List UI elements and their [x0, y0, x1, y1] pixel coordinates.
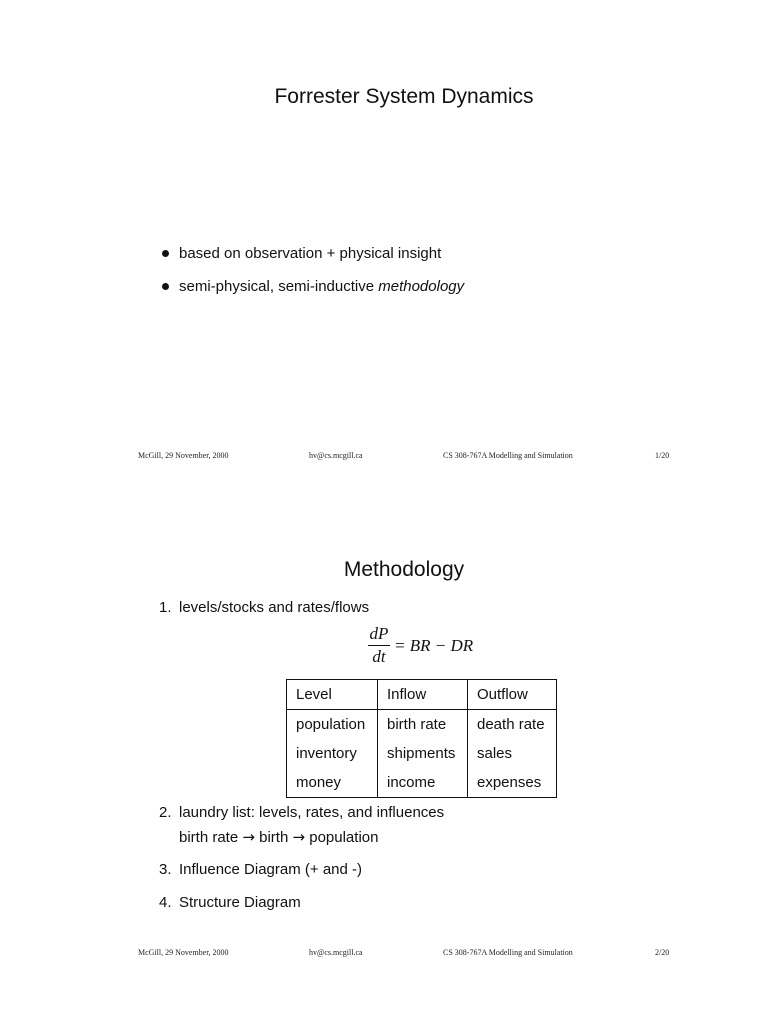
- list-item: [159, 599, 369, 616]
- list-item-text: levels/stocks and rates/flows: [179, 599, 370, 616]
- table-cell: income: [378, 768, 468, 798]
- bullet-item: [162, 278, 464, 295]
- chain-term: birth rate: [179, 829, 239, 846]
- arrow-right-icon: →: [242, 828, 255, 846]
- levels-rates-table: [286, 679, 557, 798]
- table-header-cell: Level: [287, 680, 378, 710]
- footer-course: CS 308-767A Modelling and Simulation: [443, 948, 573, 957]
- equation-numerator: dP: [369, 624, 389, 643]
- list-item-number: 3.: [159, 861, 172, 878]
- influence-chain: [179, 828, 378, 846]
- footer-email: hv@cs.mcgill.ca: [309, 451, 363, 460]
- bullet-emphasis: methodology: [378, 278, 465, 295]
- list-item: [159, 804, 444, 821]
- bullet-text: semi-physical, semi-inductive: [179, 278, 379, 295]
- table-cell: sales: [477, 745, 513, 762]
- list-item-text: Structure Diagram: [179, 894, 301, 911]
- table-cell: expenses: [477, 774, 542, 791]
- table-row: [287, 768, 557, 798]
- footer-date: McGill, 29 November, 2000: [138, 451, 229, 460]
- chain-term: population: [309, 829, 379, 846]
- table-row: [287, 710, 557, 740]
- list-item-number: 2.: [159, 804, 172, 821]
- footer-course: CS 308-767A Modelling and Simulation: [443, 451, 573, 460]
- list-item: [159, 861, 362, 878]
- list-item-number: 1.: [159, 599, 172, 616]
- slide-1-title: Forrester System Dynamics: [274, 85, 534, 108]
- list-item-number: 4.: [159, 894, 172, 911]
- table-cell: money: [287, 768, 378, 798]
- footer-email: hv@cs.mcgill.ca: [309, 948, 363, 957]
- list-item-text: Influence Diagram (+ and -): [179, 861, 363, 878]
- table-cell: shipments: [378, 739, 468, 768]
- bullet-icon: [162, 250, 169, 257]
- table-header-row: [287, 680, 557, 710]
- table-row: [287, 739, 557, 768]
- arrow-right-icon: →: [292, 828, 306, 846]
- table-header-cell: Outflow: [468, 680, 557, 710]
- rate-equation: [368, 625, 473, 666]
- chain-term: birth: [259, 829, 289, 846]
- table-cell: death rate: [477, 716, 545, 733]
- table-header-cell: Inflow: [378, 680, 468, 710]
- bullet-item: [162, 245, 441, 262]
- footer-page-number: 1/20: [655, 451, 670, 460]
- table-cell: inventory: [287, 739, 378, 768]
- fraction-bar: [368, 645, 390, 646]
- table-cell: birth rate: [378, 710, 468, 740]
- footer-page-number: 2/20: [655, 948, 670, 957]
- slide-2-title: Methodology: [343, 558, 465, 581]
- bullet-icon: [162, 283, 169, 290]
- equation-denominator: dt: [372, 647, 386, 666]
- table-cell: population: [287, 710, 378, 740]
- equation-rhs: = BR − DR: [394, 635, 474, 655]
- list-item: [159, 894, 301, 911]
- list-item-text: laundry list: levels, rates, and influences: [179, 804, 445, 821]
- footer-date: McGill, 29 November, 2000: [138, 948, 229, 957]
- bullet-text: based on observation + physical insight: [179, 245, 442, 262]
